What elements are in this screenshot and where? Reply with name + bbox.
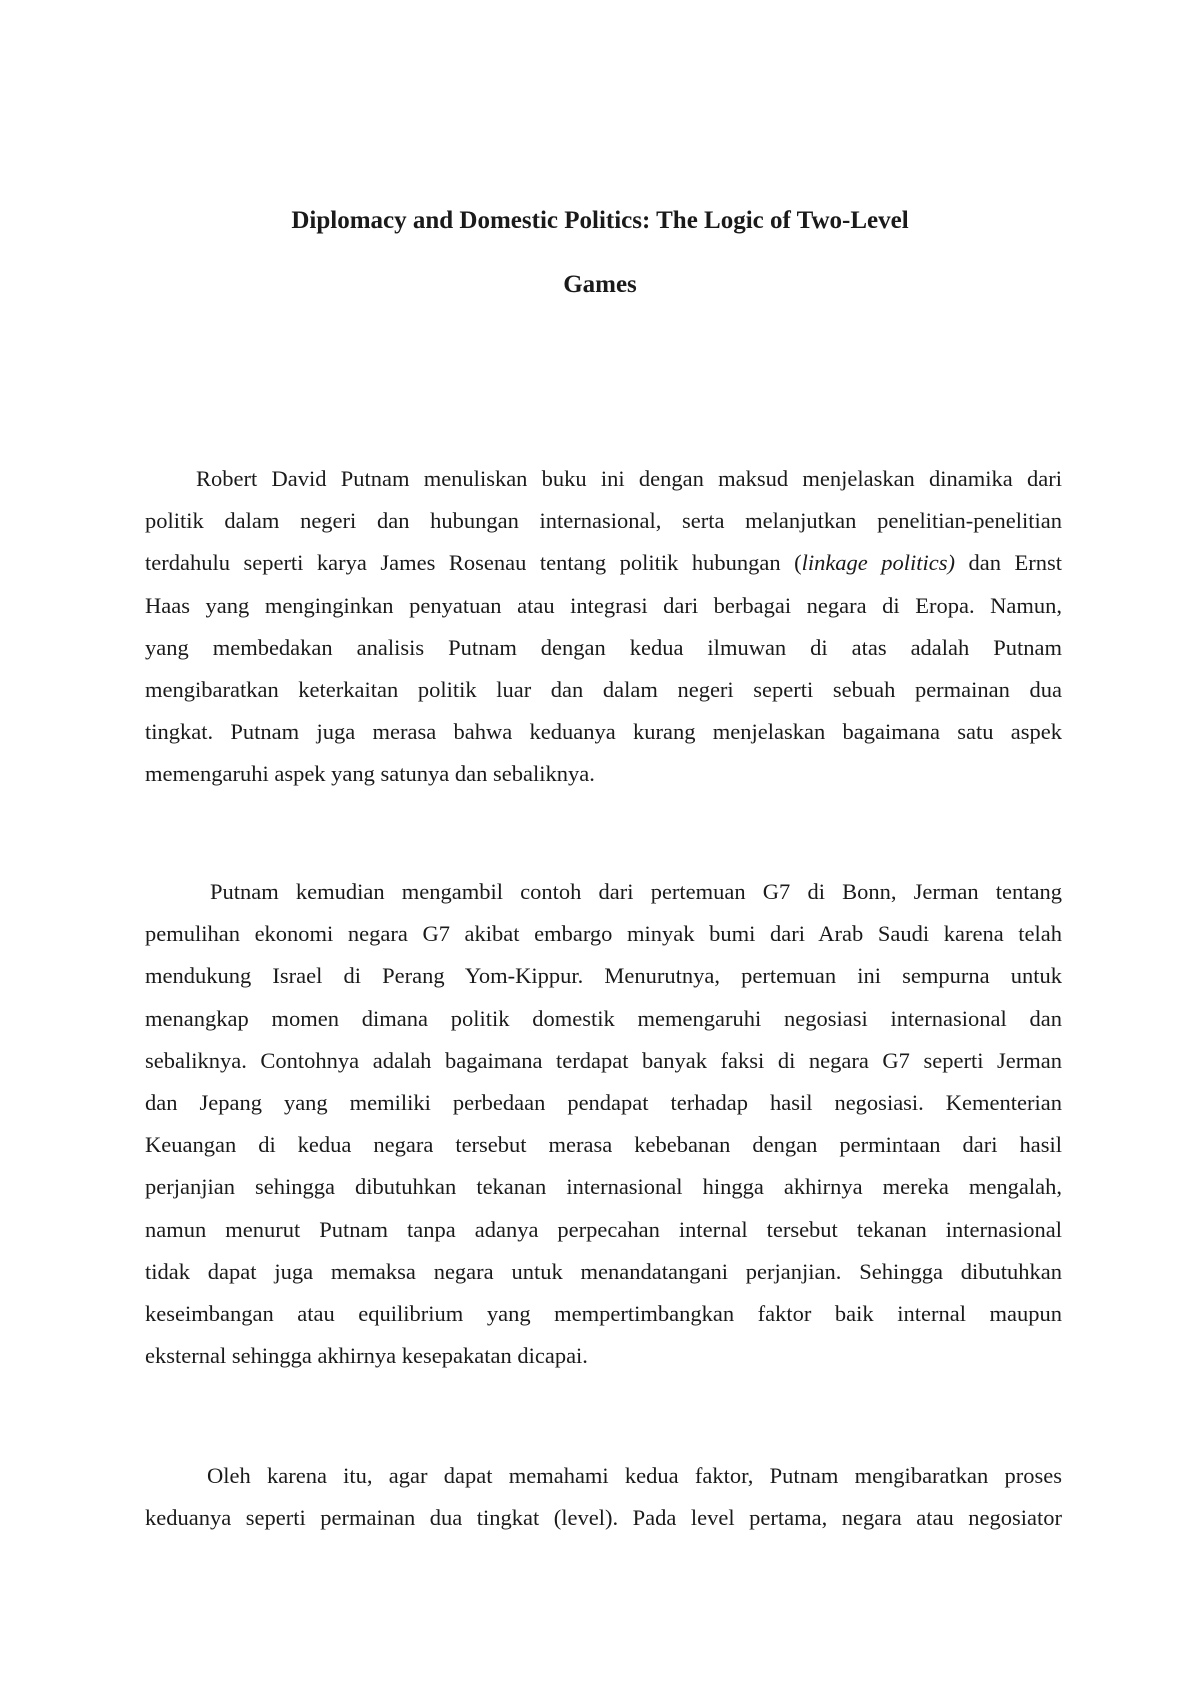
line-text: dan Ernst xyxy=(955,550,1063,576)
paragraph-line: Keuangan di kedua negara tersebut merasa kebebanan dengan permintaan dari hasil xyxy=(145,1132,1062,1158)
paragraph-2 xyxy=(145,871,1062,1377)
paragraph-line: politik dalam negeri dan hubungan internasional, serta melanjutkan penelitian-penelitian xyxy=(145,508,1062,534)
paragraph-line: mengibaratkan keterkaitan politik luar dan dalam negeri seperti sebuah permainan dua xyxy=(145,676,1062,702)
paragraph-line: Putnam kemudian mengambil contoh dari pertemuan G7 di Bonn, Jerman tentang xyxy=(210,879,1062,904)
line-text: terdahulu seperti karya James Rosenau tentang politik hubungan ( xyxy=(145,550,802,576)
paragraph-line: Oleh karena itu, agar dapat memahami kedua faktor, Putnam mengibaratkan proses xyxy=(207,1463,1062,1488)
paragraph-3 xyxy=(145,1455,1062,1539)
paragraph-line: keseimbangan atau equilibrium yang mempertimbangkan faktor baik internal maupun xyxy=(145,1300,1062,1326)
paragraph-line: pemulihan ekonomi negara G7 akibat embargo minyak bumi dari Arab Saudi karena telah xyxy=(145,921,1062,947)
paragraph-line: yang membedakan analisis Putnam dengan kedua ilmuwan di atas adalah Putnam xyxy=(145,634,1062,660)
paragraph-line: memengaruhi aspek yang satunya dan sebaliknya. xyxy=(145,761,595,787)
paragraph-line: keduanya seperti permainan dua tingkat (level). Pada level pertama, negara atau negosiator xyxy=(145,1505,1062,1531)
paragraph-line xyxy=(145,542,1062,584)
paragraph-line: eksternal sehingga akhirnya kesepakatan dicapai. xyxy=(145,1343,588,1369)
document-title-line-1: Diplomacy and Domestic Politics: The Logic of Two-Level xyxy=(291,207,909,234)
paragraph-line: Robert David Putnam menuliskan buku ini dengan maksud menjelaskan dinamika dari xyxy=(196,466,1062,491)
paragraph-line: namun menurut Putnam tanpa adanya perpecahan internal tersebut tekanan internasional xyxy=(145,1216,1062,1242)
paragraph-line: tidak dapat juga memaksa negara untuk menandatangani perjanjian. Sehingga dibutuhkan xyxy=(145,1258,1062,1284)
paragraph-line: dan Jepang yang memiliki perbedaan pendapat terhadap hasil negosiasi. Kementerian xyxy=(145,1089,1062,1115)
paragraph-line: menangkap momen dimana politik domestik memengaruhi negosiasi internasional dan xyxy=(145,1005,1062,1031)
paragraph-line: Haas yang menginginkan penyatuan atau integrasi dari berbagai negara di Eropa. Namun, xyxy=(145,592,1062,618)
paragraph-line: sebaliknya. Contohnya adalah bagaimana terdapat banyak faksi di negara G7 seperti Jerman xyxy=(145,1047,1062,1073)
paragraph-line: mendukung Israel di Perang Yom-Kippur. Menurutnya, pertemuan ini sempurna untuk xyxy=(145,963,1062,989)
italic-term: linkage politics) xyxy=(801,550,956,576)
document-title-line-2: Games xyxy=(563,271,637,298)
paragraph-1 xyxy=(145,458,1062,796)
paragraph-line: perjanjian sehingga dibutuhkan tekanan internasional hingga akhirnya mereka mengalah, xyxy=(145,1174,1062,1200)
paragraph-line: tingkat. Putnam juga merasa bahwa keduanya kurang menjelaskan bagaimana satu aspek xyxy=(145,719,1062,745)
